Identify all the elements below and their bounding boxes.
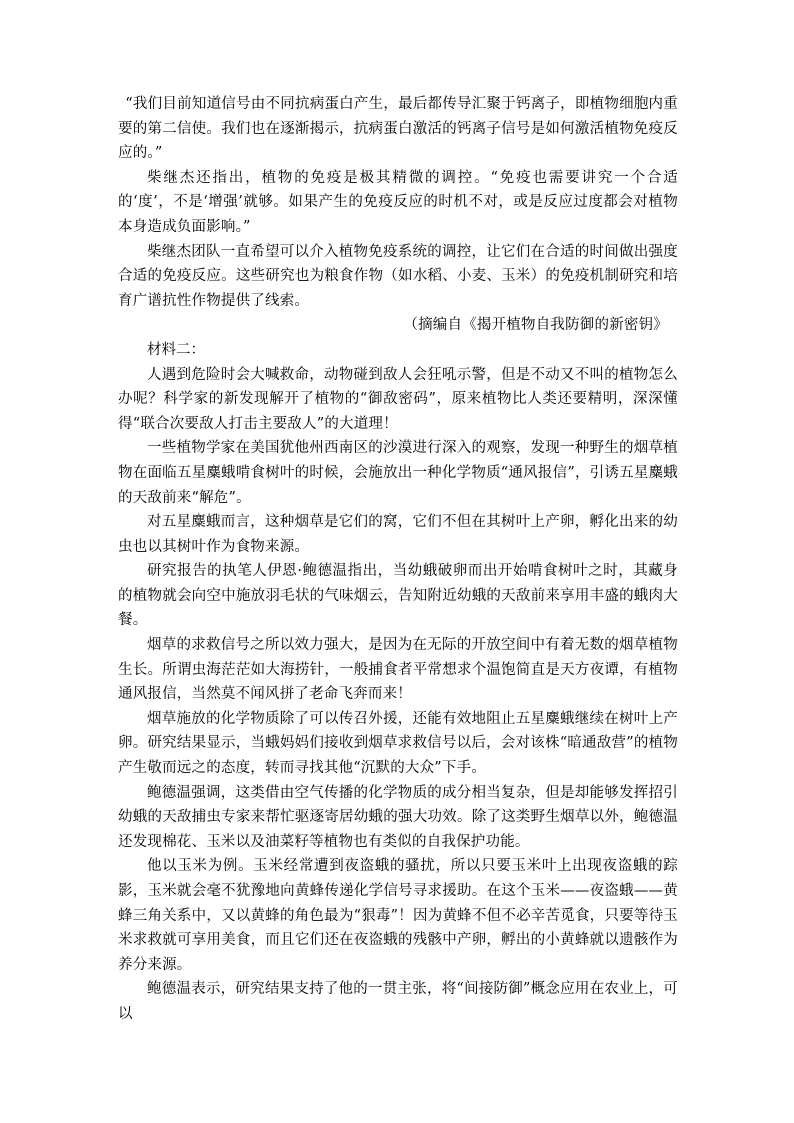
paragraph-immune-degree: 柴继杰还指出，植物的免疫是极其精微的调控。“免疫也需要讲究一个合适的‘度’，不是‘增强’就够。如果产生的免疫反应的时机不对，或是反应过度都会对植物本身造成负面影响。” — [118, 169, 678, 235]
paragraph-corn-example: 他以玉米为例。玉米经常遭到夜盗蛾的骚扰，所以只要玉米叶上出现夜盗蛾的踪影，玉米就会毫不犹豫地向黄蜂传递化学信号寻求援助。在这个玉米——夜盗蛾——黄蜂三角关系中，又以黄蜂的角色最为“狠毒”！因为黄蜂不但不必辛苦觅食，只要等待玉米求救就可享用美食，而且它们还在夜盗蛾的残骸中产卵，孵出的小黄蜂就以遗骸作为养分来源。 — [118, 858, 678, 973]
document-page — [118, 92, 678, 1027]
paragraph-indirect-defense: 鲍德温表示，研究结果支持了他的一贯主张，将“间接防御”概念应用在农业上，可以 — [118, 981, 678, 1022]
source-citation: （摘编自《揭开植物自我防御的新密钥》 — [403, 317, 668, 334]
paragraph-signal-power: 烟草的求救信号之所以效力强大，是因为在无际的开放空间中有着无数的烟草植物生长。所谓虫海茫茫如大海捞针，一般捕食者平常想求个温饱简直是天方夜谭，有植物通风报信，当然莫不闻风拼了老命飞奔而来！ — [118, 637, 678, 703]
paragraph-team-research: 柴继杰团队一直希望可以介入植物免疫系统的调控，让它们在合适的时间做出强度合适的免疫反应。这些研究也为粮食作物（如水稻、小麦、玉米）的免疫机制研究和培育广谱抗性作物提供了线索。 — [118, 243, 678, 309]
material-two-label: 材料二： — [147, 341, 205, 358]
paragraph-egg-deterrence: 烟草施放的化学物质除了可以传召外援，还能有效地阻止五星麋蛾继续在树叶上产卵。研究结果显示，当蛾妈妈们接收到烟草求救信号以后，会对该株“暗通敌营”的植物产生敬而远之的态度，转而寻找其他“沉默的大众”下手。 — [118, 710, 678, 777]
paragraph-baldwin-report: 研究报告的执笔人伊恩·鲍德温指出，当幼蛾破卵而出开始啃食树叶之时，其藏身的植物就会向空中施放羽毛状的气味烟云，告知附近幼蛾的天敌前来享用丰盛的蛾肉大餐。 — [118, 563, 678, 629]
paragraph-tobacco-observation: 一些植物学家在美国犹他州西南区的沙漠进行深入的观察，发现一种野生的烟草植物在面临五星麋蛾啃食树叶的时候，会施放出一种化学物质“通风报信”，引诱五星麋蛾的天敌前来“解危”。 — [118, 440, 678, 506]
paragraph-calcium-signal: “我们目前知道信号由不同抗病蛋白产生，最后都传导汇聚于钙离子，即植物细胞内重要的第二信使。我们也在逐渐揭示，抗病蛋白激活的钙离子信号是如何激活植物免疫反应的。” — [118, 96, 678, 162]
paragraph-airborne-chemicals: 鲍德温强调，这类借由空气传播的化学物质的成分相当复杂，但是却能够发挥招引幼蛾的天敌捕虫专家来帮忙驱逐寄居幼蛾的强大功效。除了这类野生烟草以外，鲍德温还发现棉花、玉米以及油菜籽等植物也有类似的自我保护功能。 — [118, 784, 678, 850]
paragraph-moth-habitat: 对五星麋蛾而言，这种烟草是它们的窝，它们不但在其树叶上产卵，孵化出来的幼虫也以其树叶作为食物来源。 — [118, 514, 678, 555]
paragraph-plant-defense-intro: 人遇到危险时会大喊救命，动物碰到敌人会狂吼示警，但是不动又不叫的植物怎么办呢？科学家的新发现解开了植物的“御敌密码”，原来植物比人类还要精明，深深懂得“联合次要敌人打击主要敌人”的大道理！ — [118, 366, 678, 432]
